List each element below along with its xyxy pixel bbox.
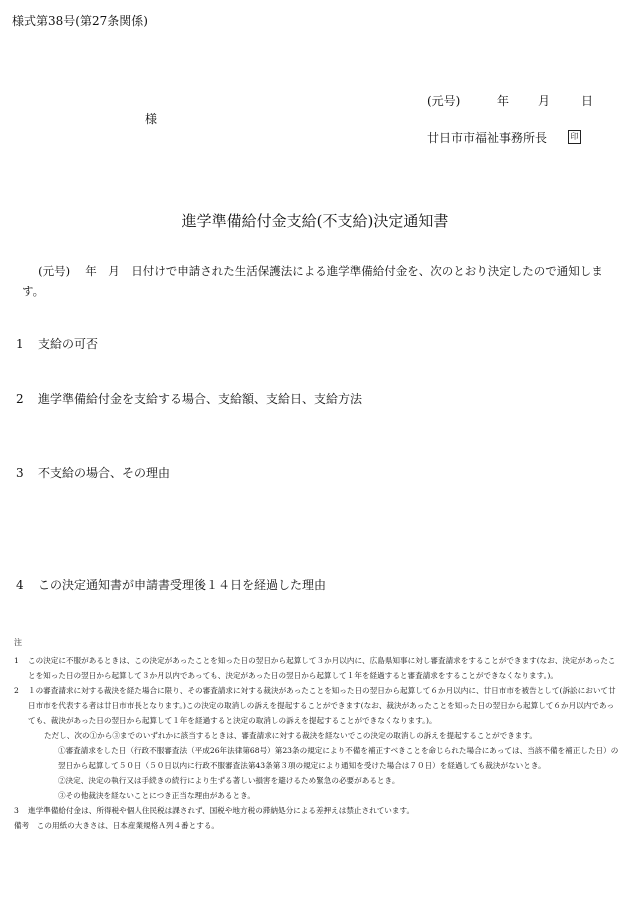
- note-2: [14, 683, 620, 728]
- item-4: [16, 576, 326, 593]
- item-number: 4: [16, 578, 24, 592]
- note-2-proviso: ただし、次の①から③までのいずれかに該当するときは、審査請求に対する裁決を経ないでこの決定の取消しの訴えを提起することができます。: [44, 731, 537, 740]
- issuer: 廿日市市福祉事務所長: [427, 131, 548, 145]
- note-2-case-2: ②決定、決定の執行又は手続きの続行により生ずる著しい損害を避けるため緊急の必要があるとき。: [58, 776, 400, 785]
- notes-section: [14, 653, 620, 833]
- item-2: [16, 390, 362, 407]
- date-month: 月: [538, 94, 551, 108]
- addressee-suffix: 様: [145, 112, 158, 126]
- date-era: (元号): [427, 94, 461, 108]
- date-day: 日: [581, 94, 594, 108]
- note-number: 3: [14, 806, 19, 815]
- notes-heading: 注: [14, 638, 22, 647]
- date-year: 年: [497, 94, 510, 108]
- item-3: [16, 464, 170, 481]
- seal-mark: 印: [568, 130, 581, 144]
- document-title: 進学準備給付金支給(不支給)決定通知書: [181, 212, 449, 230]
- note-2-case-3: ③その他裁決を経ないことにつき正当な理由があるとき。: [58, 791, 255, 800]
- item-number: 2: [16, 392, 24, 406]
- item-number: 1: [16, 337, 24, 351]
- item-text: この決定通知書が申請書受理後１４日を経過した理由: [38, 578, 327, 592]
- item-text: 進学準備給付金を支給する場合、支給額、支給日、支給方法: [38, 392, 363, 406]
- remarks: 備考 この用紙の大きさは、日本産業規格Ａ列４番とする。: [14, 821, 220, 830]
- item-1: [16, 335, 98, 352]
- item-text: 不支給の場合、その理由: [38, 466, 171, 480]
- note-number: 2: [14, 686, 19, 695]
- item-text: 支給の可否: [38, 337, 99, 351]
- item-number: 3: [16, 466, 24, 480]
- note-text: この決定に不服があるときは、この決定があったことを知った日の翌日から起算して３か月以内に、広島県知事に対し審査請求をすることができます(なお、決定があったことを知った日の翌日から起算して３か月以内であっても、決定があった日の翌日から起算して１年を経過すると審査請求をすることができなくなります。)。: [28, 656, 616, 680]
- intro-text: (元号) 年 月 日付けで申請された生活保護法による進学準備給付金を、次のとおり決定したので通知します。: [22, 264, 603, 298]
- form-number: 様式第38号(第27条関係): [12, 14, 148, 28]
- note-text: １の審査請求に対する裁決を経た場合に限り、その審査請求に対する裁決があったことを知った日の翌日から起算して６か月以内に、廿日市市を被告として(訴訟において廿日市市を代表する者は廿日市市長となります。)この決定の取消しの訴えを提起することができます(なお、裁決があったことを知った日の翌日から起算して６か月以内であっても、裁決があった日の翌日から起算して１年を経過すると決定の取消しの訴えを提起することができなくなります。)。: [28, 686, 616, 725]
- note-2-case-1: ①審査請求をした日（行政不服審査法（平成26年法律第68号）第23条の規定により不備を補正すべきことを命じられた場合にあっては、当該不備を補正した日）の翌日から起算して５０日（５０日以内に行政不服審査法第43条第３項の規定により通知を受けた場合は７０日）を経過しても裁決がないとき。: [58, 746, 619, 770]
- note-3: [14, 803, 620, 818]
- note-number: 1: [14, 656, 19, 665]
- note-text: 進学準備給付金は、所得税や個人住民税は課されず、国税や地方税の滞納処分による差押えは禁止されています。: [28, 806, 415, 815]
- note-1: [14, 653, 620, 683]
